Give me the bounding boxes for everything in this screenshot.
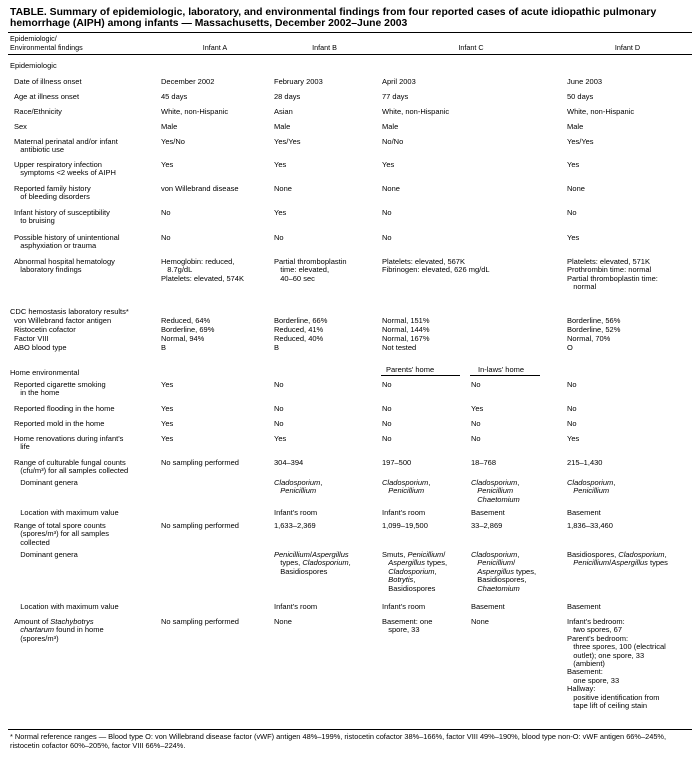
cell-flood-a: Yes [161, 404, 174, 413]
cell-flood-c2: Yes [471, 404, 484, 413]
cell-age-c: 77 days [382, 92, 409, 101]
cell-fungal-c: 197–500 [382, 458, 412, 467]
cell-stachy-d: Infant's bedroom: two spores, 67 Parent's bedroom: three spores, 100 (electrical outlet); one spore, 33 (ambient) Basement: one spore, 33 Hallway: positive identification from tape lift of ceiling stain [567, 617, 666, 711]
cell-f8-b: Reduced, 40% [274, 334, 324, 343]
cell-renov-a: Yes [161, 434, 174, 443]
cell-spore-d: 1,836–33,460 [567, 521, 613, 530]
cell-perinatal-b: Yes/Yes [274, 137, 301, 146]
cell-date-c: April 2003 [382, 77, 416, 86]
top-rule [8, 32, 692, 33]
cell-renov-c2: No [471, 434, 481, 443]
cell-uri-c: Yes [382, 160, 395, 169]
cell-mold-a: Yes [161, 419, 174, 428]
cell-mold-d: No [567, 419, 577, 428]
cell-fungal-label: Range of culturable fungal counts (cfu/m³) for all samples collected [14, 458, 129, 476]
cell-stachy-c: Basement: one spore, 33 [382, 617, 433, 635]
cell-date-b: February 2003 [274, 77, 323, 86]
header-rule [8, 54, 692, 55]
cell-race-d: White, non-Hispanic [567, 107, 635, 116]
cell-genera2-c: Smuts, Penicillium/ Aspergillus types, Cladosporium, Botrytis, Basidiospores [382, 550, 448, 593]
cell-spore-label: Range of total spore counts (spores/m³) for all samples collected [14, 521, 110, 547]
cell-smoke-c: No [382, 380, 392, 389]
cell-smoke-d: No [567, 380, 577, 389]
cell-abo-a: B [161, 343, 167, 352]
cell-f8-d: Normal, 70% [567, 334, 611, 343]
cell-stachy-label: Amount of Stachybotrys chartarum found in home (spores/m³) [14, 617, 104, 643]
cell-age-a: 45 days [161, 92, 188, 101]
cell-stachy-a: No sampling performed [161, 617, 239, 626]
section-cdc-hemostasis: CDC hemostasis laboratory results* [10, 307, 129, 316]
cell-hemat-d: Platelets: elevated, 571K Prothrombin time: normal Partial thromboplastin time: normal [567, 257, 658, 292]
cell-mold-b: No [274, 419, 284, 428]
cell-smoke-label: Reported cigarette smoking in the home [14, 380, 106, 398]
cell-smoke-c2: No [471, 380, 481, 389]
cell-uri-d: Yes [567, 160, 580, 169]
cell-sex-d: Male [567, 122, 584, 131]
cell-fungal-b: 304–394 [274, 458, 304, 467]
cell-spore-c2: 33–2,869 [471, 521, 503, 530]
cell-sex-label: Sex [14, 122, 27, 131]
cell-bruising-c: No [382, 208, 392, 217]
cell-bruising-b: Yes [274, 208, 287, 217]
subheader-inlaws-home: In-laws' home [478, 365, 525, 374]
cell-risto-label: Ristocetin cofactor [14, 325, 76, 334]
cell-trauma-a: No [161, 233, 171, 242]
cell-perinatal-a: Yes/No [161, 137, 185, 146]
cell-loc1-c2: Basement [471, 508, 505, 517]
cell-hemat-c: Platelets: elevated, 567K Fibrinogen: elevated, 626 mg/dL [382, 257, 490, 275]
cell-smoke-a: Yes [161, 380, 174, 389]
cell-f8-c: Normal, 167% [382, 334, 430, 343]
header-infant-d: Infant D [614, 43, 641, 52]
cell-renov-label: Home renovations during infant's life [14, 434, 124, 452]
cell-fungal-a: No sampling performed [161, 458, 239, 467]
cell-vwf-a: Reduced, 64% [161, 316, 211, 325]
cell-loc1-d: Basement [567, 508, 601, 517]
cell-genera2-label: Dominant genera [14, 550, 78, 559]
cell-spore-a: No sampling performed [161, 521, 239, 530]
cell-uri-b: Yes [274, 160, 287, 169]
cell-vwf-label: von Willebrand factor antigen [14, 316, 112, 325]
cell-sex-b: Male [274, 122, 291, 131]
cell-f8-label: Factor VIII [14, 334, 49, 343]
cell-genera1-c: Cladosporium, Penicillium [382, 478, 431, 496]
cell-perinatal-d: Yes/Yes [567, 137, 594, 146]
cell-loc2-label: Location with maximum value [14, 602, 119, 611]
cell-spore-b: 1,633–2,369 [274, 521, 316, 530]
table-title: TABLE. Summary of epidemiologic, laboratory, and environmental findings from four reported cases of acute idiopathic pulmonary hemorrhage (AIPH) among infants — Massachusetts, December 2002–June 2003 [10, 7, 657, 29]
cell-spore-c: 1,099–19,500 [382, 521, 428, 530]
footnote: * Normal reference ranges — Blood type O: von Willebrand disease factor (vWF) antigen 48%–199%, ristocetin cofactor 38%–166%, factor VIII 49%–190%, blood type non-O: vWF antigen 66%–245%, ristocetin cofactor 60%–205%, factor VIII 66%–224%. [10, 732, 667, 750]
cell-genera2-d: Basidiospores, Cladosporium, Penicillium/Aspergillus types [567, 550, 668, 568]
cell-loc2-d: Basement [567, 602, 601, 611]
cell-age-label: Age at illness onset [14, 92, 80, 101]
cell-family-a: von Willebrand disease [161, 184, 239, 193]
cell-race-a: White, non-Hispanic [161, 107, 229, 116]
cell-flood-label: Reported flooding in the home [14, 404, 115, 413]
cell-smoke-b: No [274, 380, 284, 389]
cell-hemat-a: Hemoglobin: reduced, 8.7g/dL Platelets: elevated, 574K [161, 257, 244, 283]
cell-mold-c2: No [471, 419, 481, 428]
cell-genera1-d: Cladosporium, Penicillium [567, 478, 616, 496]
cell-age-b: 28 days [274, 92, 301, 101]
cell-flood-c: No [382, 404, 392, 413]
cell-trauma-b: No [274, 233, 284, 242]
cell-date-label: Date of illness onset [14, 77, 82, 86]
cell-loc1-label: Location with maximum value [14, 508, 119, 517]
cell-abo-label: ABO blood type [14, 343, 67, 352]
cell-vwf-d: Borderline, 56% [567, 316, 621, 325]
cell-fungal-d: 215–1,430 [567, 458, 603, 467]
header-col0-line1: Epidemiologic/ [10, 34, 57, 43]
cell-family-label: Reported family history of bleeding disorders [14, 184, 91, 202]
cell-trauma-label: Possible history of unintentional asphyxiation or trauma [14, 233, 120, 251]
cell-abo-b: B [274, 343, 280, 352]
cell-date-d: June 2003 [567, 77, 603, 86]
cell-genera2-b: Penicillium/Aspergillus types, Cladosporium, Basidiospores [274, 550, 351, 576]
cell-mold-c: No [382, 419, 392, 428]
cell-loc2-c: Infant's room [382, 602, 426, 611]
cell-uri-label: Upper respiratory infection symptoms <2 weeks of AIPH [14, 160, 116, 178]
cell-loc2-b: Infant's room [274, 602, 318, 611]
cell-age-d: 50 days [567, 92, 594, 101]
subheader-parents-home: Parents' home [386, 365, 435, 374]
cell-genera1-label: Dominant genera [14, 478, 78, 487]
cell-perinatal-label: Maternal perinatal and/or infant antibiotic use [14, 137, 118, 155]
cell-f8-a: Normal, 94% [161, 334, 205, 343]
cell-renov-c: No [382, 434, 392, 443]
header-infant-b: Infant B [312, 43, 337, 52]
cell-perinatal-c: No/No [382, 137, 404, 146]
cell-family-d: None [567, 184, 585, 193]
header-infant-a: Infant A [202, 43, 228, 52]
parents-home-underline [381, 375, 460, 376]
cell-race-c: White, non-Hispanic [382, 107, 450, 116]
cell-mold-label: Reported mold in the home [14, 419, 105, 428]
cell-trauma-d: Yes [567, 233, 580, 242]
cell-sex-c: Male [382, 122, 399, 131]
cell-renov-d: Yes [567, 434, 580, 443]
cell-flood-d: No [567, 404, 577, 413]
section-home-environmental: Home environmental [10, 368, 80, 377]
cell-stachy-b: None [274, 617, 292, 626]
bottom-rule [8, 729, 692, 730]
section-epidemiologic: Epidemiologic [10, 61, 57, 70]
cell-risto-d: Borderline, 52% [567, 325, 621, 334]
cell-genera1-b: Cladosporium, Penicillium [274, 478, 323, 496]
cell-risto-a: Borderline, 69% [161, 325, 215, 334]
cell-vwf-c: Normal, 151% [382, 316, 430, 325]
cell-hemat-label: Abnormal hospital hematology laboratory findings [14, 257, 115, 275]
cell-abo-d: O [567, 343, 573, 352]
header-col0-line2: Environmental findings [10, 43, 83, 52]
cell-trauma-c: No [382, 233, 392, 242]
cell-bruising-label: Infant history of susceptibility to bruising [14, 208, 110, 226]
cell-bruising-d: No [567, 208, 577, 217]
inlaws-home-underline [470, 375, 540, 376]
cell-family-c: None [382, 184, 400, 193]
cell-race-label: Race/Ethnicity [14, 107, 62, 116]
cell-loc2-c2: Basement [471, 602, 505, 611]
cell-risto-b: Reduced, 41% [274, 325, 324, 334]
cell-abo-c: Not tested [382, 343, 417, 352]
cell-hemat-b: Partial thromboplastin time: elevated, 40–60 sec [274, 257, 347, 283]
cell-fungal-c2: 18–768 [471, 458, 497, 467]
cell-race-b: Asian [274, 107, 293, 116]
cell-genera1-c2: Cladosporium, Penicillium Chaetomium [471, 478, 520, 504]
cell-sex-a: Male [161, 122, 178, 131]
header-infant-c: Infant C [458, 43, 484, 52]
cell-loc1-c: Infant's room [382, 508, 426, 517]
cell-genera2-c2: Cladosporium, Penicillium/ Aspergillus types, Basidiospores, Chaetomium [471, 550, 537, 593]
cell-vwf-b: Borderline, 66% [274, 316, 328, 325]
cell-loc1-b: Infant's room [274, 508, 318, 517]
cell-renov-b: Yes [274, 434, 287, 443]
cell-family-b: None [274, 184, 292, 193]
cell-uri-a: Yes [161, 160, 174, 169]
cell-date-a: December 2002 [161, 77, 215, 86]
cell-stachy-c2: None [471, 617, 489, 626]
cell-risto-c: Normal, 144% [382, 325, 430, 334]
cell-bruising-a: No [161, 208, 171, 217]
cell-flood-b: No [274, 404, 284, 413]
